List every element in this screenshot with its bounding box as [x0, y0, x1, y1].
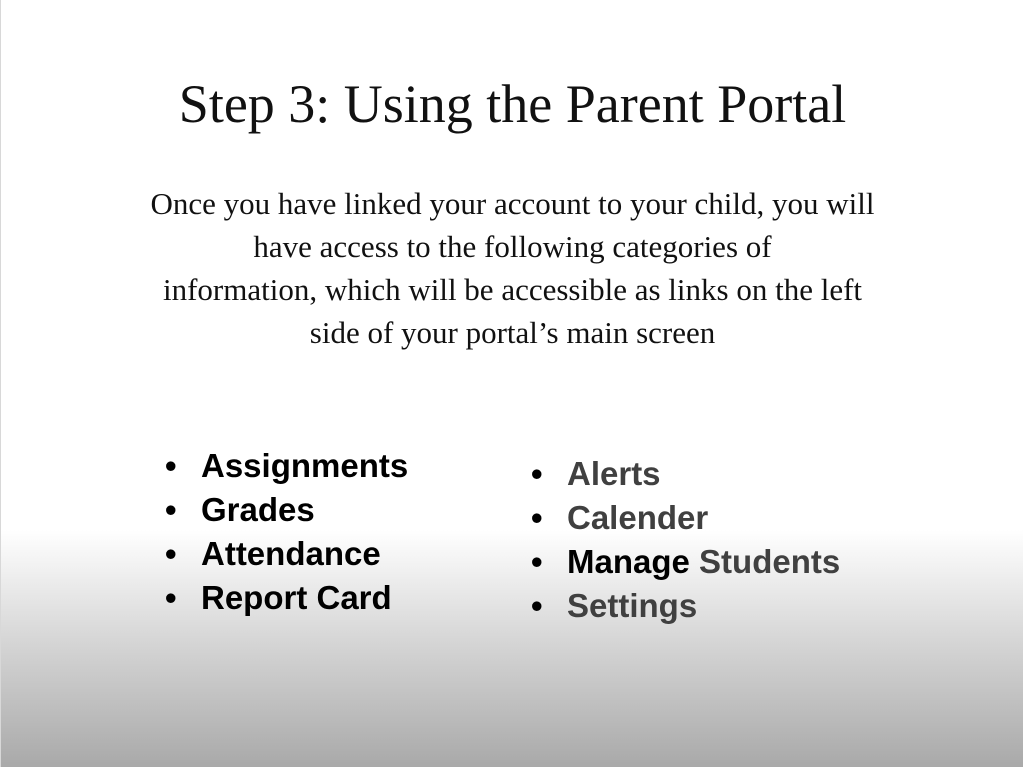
- list-item-label: Alerts: [567, 455, 661, 492]
- bullet-icon: •: [165, 535, 177, 572]
- slide-title: Step 3: Using the Parent Portal: [178, 74, 847, 134]
- list-item-assignments: [165, 444, 408, 488]
- list-item-manage-students: [531, 540, 840, 584]
- bullet-icon: •: [531, 543, 543, 580]
- list-item-report-card: [165, 576, 408, 620]
- bullet-icon: •: [531, 587, 543, 624]
- bullet-icon: •: [165, 447, 177, 484]
- description-line: side of your portal’s main screen: [309, 315, 716, 350]
- description-line: have access to the following categories of: [253, 229, 772, 264]
- slide-description: [21, 182, 1004, 354]
- bullet-icon: •: [165, 491, 177, 528]
- description-line: information, which will be accessible as links on the left: [162, 272, 863, 307]
- list-item-grades: [165, 488, 408, 532]
- list-item-label: Calender: [567, 499, 709, 536]
- list-item-attendance: [165, 532, 408, 576]
- list-item-label-students: Students: [689, 543, 841, 580]
- list-item-settings: [531, 584, 840, 628]
- list-item-label-manage: Manage: [567, 543, 690, 580]
- list-item-label: Attendance: [201, 535, 381, 572]
- description-line: Once you have linked your account to your child, you will: [150, 186, 875, 221]
- list-item-label: Settings: [567, 587, 698, 624]
- category-list-left: [165, 444, 408, 620]
- category-list-right: [531, 452, 840, 628]
- list-item-label: Assignments: [201, 447, 409, 484]
- bullet-icon: •: [165, 579, 177, 616]
- list-item-alerts: [531, 452, 840, 496]
- list-item-label: Report Card: [201, 579, 392, 616]
- bullet-icon: •: [531, 455, 543, 492]
- list-item-label: Grades: [201, 491, 315, 528]
- list-item-calender: [531, 496, 840, 540]
- bullet-icon: •: [531, 499, 543, 536]
